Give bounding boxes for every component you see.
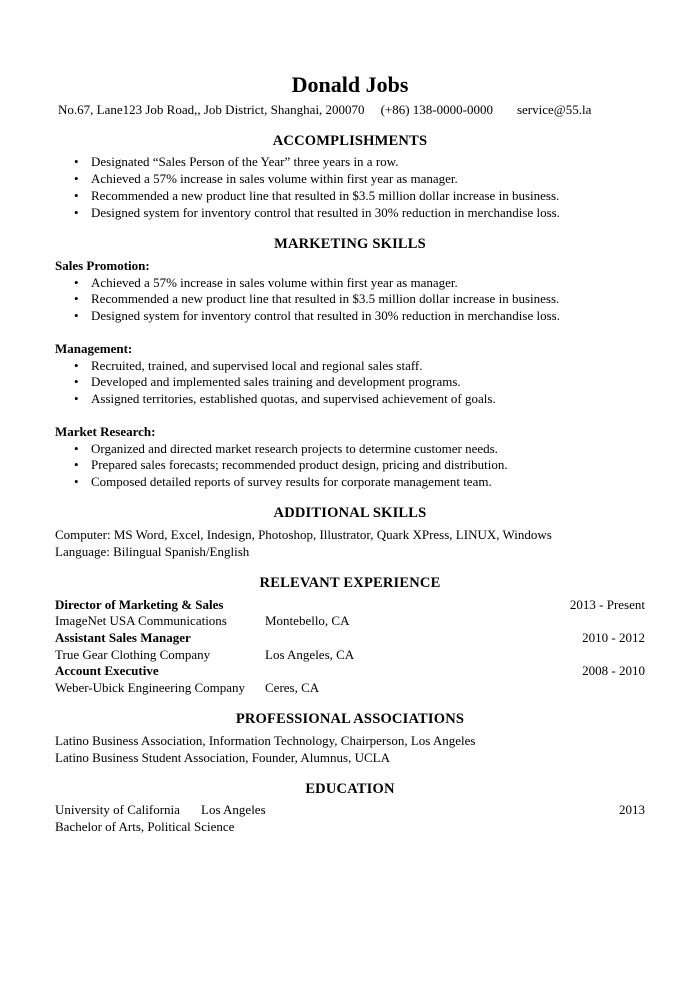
job-location: Los Angeles, CA [265, 647, 355, 662]
contact-phone: (+86) 138-0000-0000 [380, 102, 493, 117]
section-title-marketing-skills: MARKETING SKILLS [274, 236, 426, 252]
education-year: 2013 [619, 802, 645, 817]
list-item: • Assigned territories, established quotas, and supervised achievement of goals. [74, 391, 496, 406]
job-dates: 2010 - 2012 [582, 630, 645, 645]
contact-email: service@55.la [516, 102, 592, 117]
list-item: • Recommended a new product line that resulted in $3.5 million dollar increase in business. [74, 291, 560, 306]
contact-address: No.67, Lane123 Job Road,, Job District, Shanghai, 200070 [58, 102, 365, 117]
section-title-relevant-experience: RELEVANT EXPERIENCE [259, 575, 441, 591]
job-dates: 2013 - Present [569, 597, 645, 612]
job-company: Weber-Ubick Engineering Company [55, 680, 246, 695]
section-title-accomplishments: ACCOMPLISHMENTS [272, 133, 428, 149]
list-item: • Designated “Sales Person of the Year” three years in a row. [74, 154, 399, 169]
job-location: Montebello, CA [265, 613, 350, 628]
resume-name: Donald Jobs [291, 72, 409, 97]
list-item: • Prepared sales forecasts; recommended product design, pricing and distribution. [74, 457, 508, 472]
association-line: Latino Business Association, Information Technology, Chairperson, Los Angeles [55, 733, 476, 748]
section-title-professional-associations: PROFESSIONAL ASSOCIATIONS [235, 711, 465, 727]
job-role: Director of Marketing & Sales [55, 597, 224, 612]
skills-computer: Computer: MS Word, Excel, Indesign, Photoshop, Illustrator, Quark XPress, LINUX, Windows [55, 527, 552, 542]
association-line: Latino Business Student Association, Founder, Alumnus, UCLA [55, 750, 390, 765]
list-item: • Designed system for inventory control that resulted in 30% reduction in merchandise loss. [74, 205, 560, 220]
list-item: • Achieved a 57% increase in sales volume within first year as manager. [74, 275, 458, 290]
job-role: Account Executive [55, 663, 159, 678]
job-dates: 2008 - 2010 [582, 663, 645, 678]
list-item: • Composed detailed reports of survey results for corporate management team. [74, 474, 492, 489]
subheading-market-research: Market Research: [55, 424, 156, 439]
subheading-management: Management: [55, 341, 133, 356]
subheading-sales-promotion: Sales Promotion: [55, 258, 150, 273]
job-location: Ceres, CA [265, 680, 320, 695]
section-title-education: EDUCATION [305, 781, 395, 797]
job-company: True Gear Clothing Company [55, 647, 211, 662]
list-item: • Organized and directed market research projects to determine customer needs. [74, 441, 498, 456]
section-title-additional-skills: ADDITIONAL SKILLS [273, 505, 427, 521]
education-location: Los Angeles [201, 802, 266, 817]
skills-language: Language: Bilingual Spanish/English [55, 544, 250, 559]
job-role: Assistant Sales Manager [55, 630, 191, 645]
list-item: • Developed and implemented sales training and development programs. [74, 374, 461, 389]
education-degree: Bachelor of Arts, Political Science [55, 819, 235, 834]
list-item: • Achieved a 57% increase in sales volume within first year as manager. [74, 171, 458, 186]
list-item: • Designed system for inventory control that resulted in 30% reduction in merchandise loss. [74, 308, 560, 323]
job-company: ImageNet USA Communications [55, 613, 227, 628]
education-school: University of California [55, 802, 180, 817]
list-item: • Recruited, trained, and supervised local and regional sales staff. [74, 358, 423, 373]
list-item: • Recommended a new product line that resulted in $3.5 million dollar increase in business. [74, 188, 560, 203]
contact-line [58, 102, 591, 118]
